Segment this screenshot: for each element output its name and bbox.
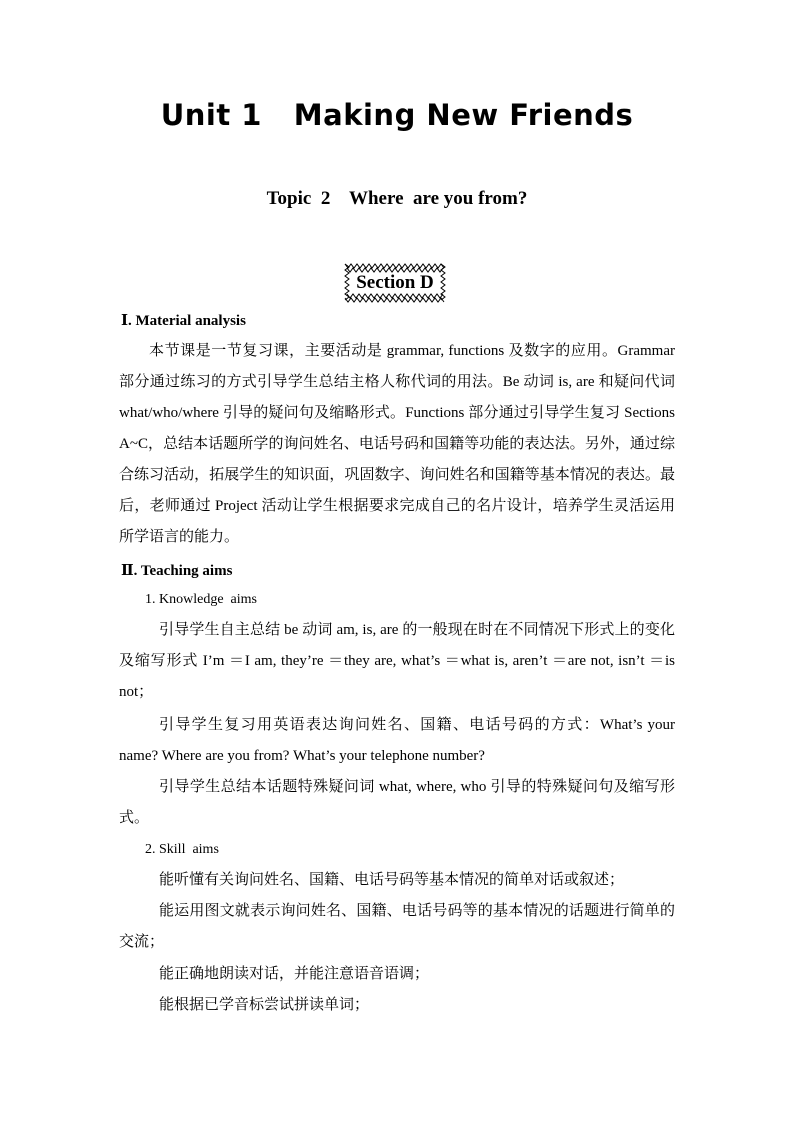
section-frame <box>344 263 446 303</box>
section-label: Section D <box>356 272 434 293</box>
aims-heading: Ⅱ. Teaching aims <box>121 563 233 579</box>
material-heading: Ⅰ. Material analysis <box>121 313 246 329</box>
topic-title: Topic 2 Where are you from? <box>266 188 528 209</box>
skill-item: 能听懂有关询问姓名、国籍、电话号码等基本情况的简单对话或叙述； <box>159 872 625 888</box>
skill-item: 能根据已学音标尝试拼读单词； <box>159 997 370 1013</box>
skill-item: 能运用图文就表示询问姓名、国籍、电话号码等的基本情况的话题进行简单的交流； <box>119 903 675 950</box>
material-paragraph: 本节课是一节复习课，主要活动是 grammar, functions 及数字的应用。Grammar 部分通过练习的方式引导学生总结主格人称代词的用法。Be 动词 is, are 和疑问代词 what/who/where 引导的疑问句及缩略形式。Functions 部分通过引导学生复习 Sections A~C，总结本话题所学的询问姓名、电话号码和国籍等功能的表达法。另外，通过综合练习活动，拓展学生的知识面，巩固数字、询问姓名和国籍等基本情况的表达。最后，老师通过 Project 活动让学生根据要求完成自己的名片设计，培养学生灵活运用所学语言的能力。 <box>119 343 675 545</box>
skill-aims-heading: 2. Skill aims <box>145 842 219 857</box>
knowledge-item: 引导学生自主总结 be 动词 am, is, are 的一般现在时在不同情况下形式上的变化及缩写形式 I’m ＝I am, they’re ＝they are, what’s ＝what is, aren’t ＝are not, isn’t ＝is not； <box>119 622 675 700</box>
knowledge-aims-heading: 1. Knowledge aims <box>145 592 257 607</box>
knowledge-item: 引导学生复习用英语表达询问姓名、国籍、电话号码的方式：What’s your name? Where are you from? What’s your telephone number? <box>119 717 675 764</box>
skill-item: 能正确地朗读对话，并能注意语音语调； <box>159 966 430 982</box>
knowledge-item: 引导学生总结本话题特殊疑问词 what, where, who 引导的特殊疑问句及缩写形式。 <box>119 779 675 826</box>
unit-title: Unit 1 Making New Friends <box>160 98 634 132</box>
